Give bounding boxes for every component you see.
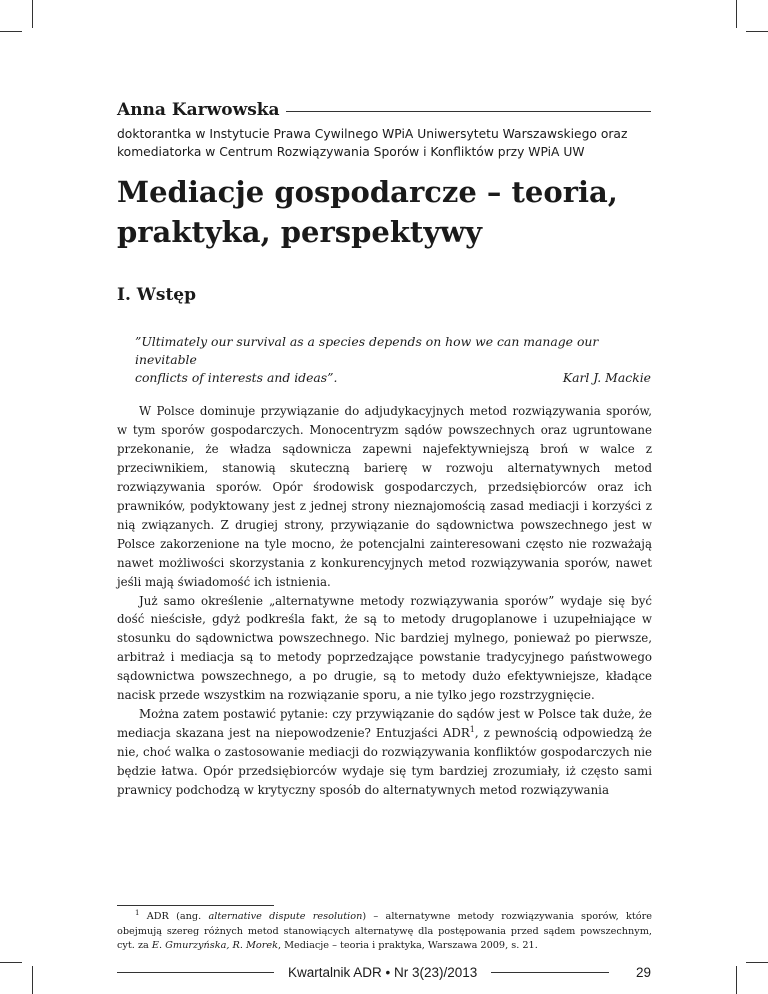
footnote: [117, 910, 652, 954]
footnote-segment: ADR (ang.: [139, 911, 209, 922]
footer-rule-right: [491, 972, 609, 973]
paragraph-text: Można zatem postawić pytanie: czy przywiązanie do sądów jest w Polsce tak duże, że mediacja skazana jest na niepowodzenie? Entuzjaści ADR: [117, 707, 652, 741]
title-line: praktyka, perspektywy: [117, 215, 482, 249]
crop-mark-top-left: [32, 0, 33, 28]
journal-name: Kwartalnik ADR • Nr 3(23)/2013: [288, 965, 478, 980]
paragraph: W Polsce dominuje przywiązanie do adjudykacyjnych metod rozwiązywania sporów, w tym sporów gospodarczych. Monocentryzm sądów powszechnych oraz ugruntowane przekonanie, że władza sądownicza zapewni najefektywniejszą broń w walce z przeciwnikiem, stanowią skuteczną barierę w rozwoju alternatywnych metod rozwiązywania sporów. Opór środowisk gospodarczych, przedsiębiorców oraz ich prawników, podyktowany jest z jednej strony nieznajomością zasad mediacji i korzyści z nią związanych. Z drugiej strony, przywiązanie do sądownictwa powszechnego jest w Polsce zakorzenione na tyle mocno, że potencjalni zainteresowani często nie rozważają nawet możliwości skorzystania z konkurencyjnych metod rozwiązywania sporów, nawet jeśli mają świadomość ich istnienia.: [117, 404, 652, 589]
page-number: 29: [635, 965, 651, 980]
article-title: [117, 172, 657, 252]
footnote-rule: [117, 905, 274, 906]
author-affiliation: [117, 125, 657, 161]
paragraph: Już samo określenie „alternatywne metody rozwiązywania sporów” wydaje się być dość nieścisłe, gdyż podkreśla fakt, że są to metody drugoplanowe i uzupełniające w stosunku do sądownictwa powszechnego. Nic bardziej mylnego, ponieważ po pierwsze, arbitraż i mediacja są to metody poprzedzające powstanie tradycyjnego państwowego sądownictwa powszechnego, a po drugie, są to metody dużo efektywniejsze, kładące nacisk przede wszystkim na rozwiązanie sporu, a nie tylko jego rozstrzygnięcie.: [117, 593, 652, 703]
epigraph-line: conflicts of interests and ideas”.: [135, 370, 338, 385]
body-text: [117, 402, 652, 800]
crop-mark-top-left-h: [0, 31, 22, 32]
footnote-segment: , Mediacje – teoria i praktyka, Warszawa 2009, s. 21.: [277, 940, 538, 951]
footnote-text: [117, 910, 652, 954]
epigraph-author: Karl J. Mackie: [562, 370, 651, 385]
author-name: Anna Karwowska: [117, 100, 280, 120]
section-heading: I. Wstęp: [117, 285, 197, 305]
crop-mark-top-right-h: [746, 31, 768, 32]
crop-mark-top-right: [736, 0, 737, 28]
footer-rule-left: [117, 972, 274, 973]
footnote-italic: alternative dispute resolution: [208, 911, 363, 922]
title-line: Mediacje gospodarcze – teoria,: [117, 175, 618, 209]
footnote-segment: ) – alternatywne metody rozwiązywania sporów, które obejmują szereg różnych metod stanowiących alternatywę dla postępowania przed sądem powszechnym, cyt. za: [117, 911, 652, 951]
crop-mark-bottom-right-h: [746, 962, 768, 963]
paragraph: [117, 705, 652, 800]
journal-footer: [117, 965, 651, 980]
affiliation-line: doktorantka w Instytucie Prawa Cywilnego WPiA Uniwersytetu Warszawskiego oraz: [117, 127, 628, 141]
paragraph-text: , z pewnością odpowiedzą że nie, choć walka o zastosowanie mediacji do rozwiązywania konfliktów gospodarczych nie będzie łatwa. Opór przedsiębiorców wydaje się tym bardziej zrozumiały, iż często sami prawnicy podchodzą w krytyczny sposób do alternatywnych metod rozwiązywania: [117, 726, 653, 798]
affiliation-line: komediatorka w Centrum Rozwiązywania Sporów i Konfliktów przy WPiA UW: [117, 145, 585, 159]
author-row: [117, 100, 651, 120]
crop-mark-bottom-left: [32, 966, 33, 994]
footnote-reference[interactable]: 1: [469, 725, 475, 735]
footnote-marker: 1: [135, 908, 140, 917]
author-rule: [286, 111, 651, 112]
crop-mark-bottom-left-h: [0, 962, 22, 963]
crop-mark-bottom-right: [736, 966, 737, 994]
epigraph-line: ”Ultimately our survival as a species depends on how we can manage our inevitable: [135, 334, 599, 367]
footnote-cited-authors: E. Gmurzyńska, R. Morek: [151, 940, 278, 951]
